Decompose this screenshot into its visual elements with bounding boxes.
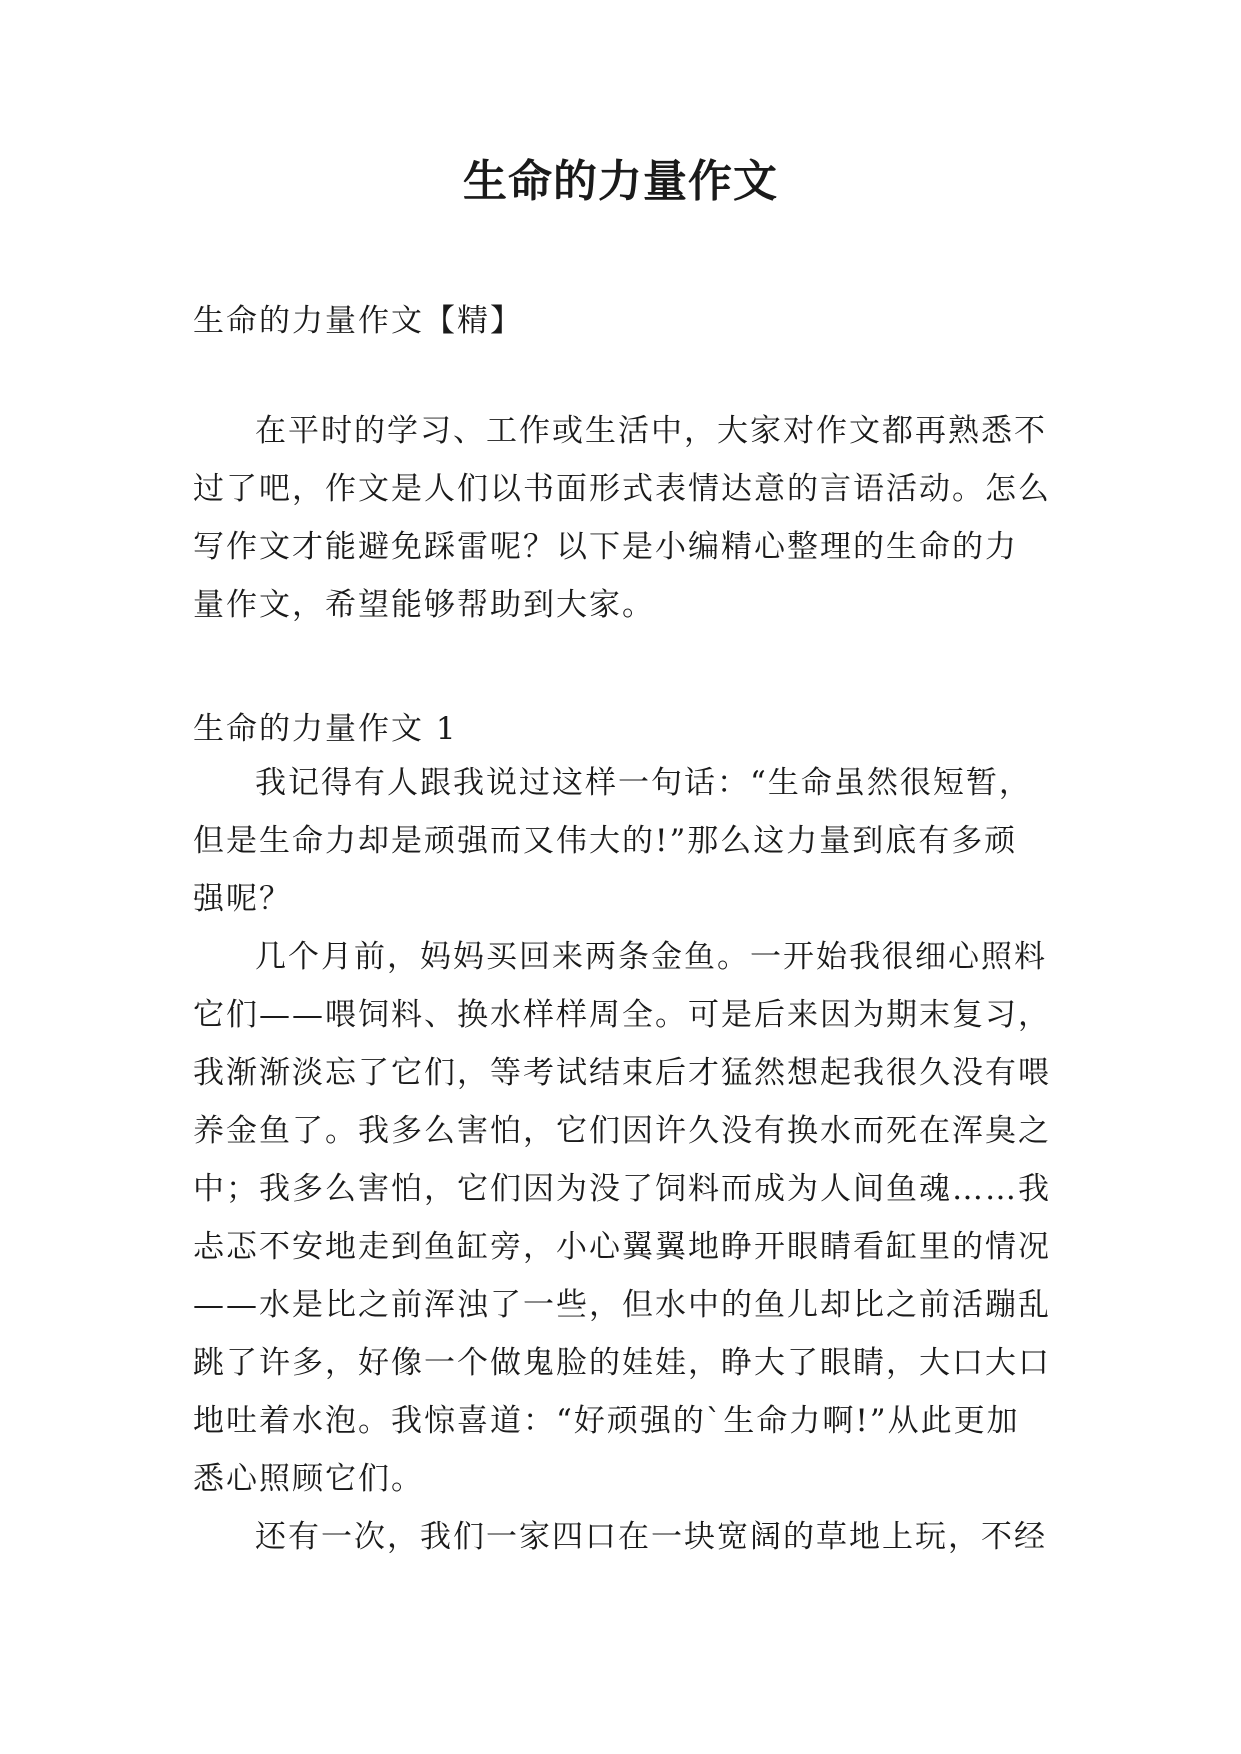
- essay-line: 几个月前，妈妈买回来两条金鱼。一开始我很细心照料: [255, 939, 1047, 975]
- essay-line: 它们——喂饲料、换水样样周全。可是后来因为期末复习，: [193, 997, 1051, 1033]
- essay-paragraph: [193, 928, 1055, 1508]
- essay-line: ——水是比之前浑浊了一些，但水中的鱼儿却比之前活蹦乱: [193, 1287, 1051, 1323]
- essay-line: 但是生命力却是顽强而又伟大的!”那么这力量到底有多顽: [193, 823, 1018, 859]
- essay-line: 还有一次，我们一家四口在一块宽阔的草地上玩，不经: [255, 1519, 1047, 1555]
- essay-line: 跳了许多，好像一个做鬼脸的娃娃，睁大了眼睛，大口大口: [193, 1345, 1051, 1381]
- essay-line: 养金鱼了。我多么害怕，它们因许久没有换水而死在浑臭之: [193, 1113, 1051, 1149]
- essay-line: 我记得有人跟我说过这样一句话：“生命虽然很短暂，: [255, 765, 1032, 801]
- document-title: 生命的力量作文: [463, 156, 778, 207]
- intro-paragraph: [193, 402, 1055, 634]
- intro-line: 在平时的学习、工作或生活中，大家对作文都再熟悉不: [255, 413, 1047, 449]
- intro-line: 过了吧，作文是人们以书面形式表情达意的言语活动。怎么: [193, 471, 1051, 507]
- essay-line: 中；我多么害怕，它们因为没了饲料而成为人间鱼魂……我: [193, 1171, 1051, 1207]
- document-subtitle: 生命的力量作文【精】: [193, 303, 523, 339]
- essay-line: 地吐着水泡。我惊喜道：“好顽强的`生命力啊!”从此更加: [193, 1403, 1020, 1439]
- essay-body: [193, 754, 1055, 1566]
- essay-line: 悉心照顾它们。: [193, 1461, 424, 1497]
- essay-line: 我渐渐淡忘了它们，等考试结束后才猛然想起我很久没有喂: [193, 1055, 1051, 1091]
- essay-line: 忐忑不安地走到鱼缸旁，小心翼翼地睁开眼睛看缸里的情况: [193, 1229, 1051, 1265]
- intro-line: 量作文，希望能够帮助到大家。: [193, 587, 655, 623]
- section-heading: 生命的力量作文 1: [193, 711, 458, 747]
- essay-paragraph: [193, 754, 1055, 928]
- essay-paragraph: [193, 1508, 1055, 1566]
- essay-line: 强呢？: [193, 881, 292, 917]
- intro-line: 写作文才能避免踩雷呢？以下是小编精心整理的生命的力: [193, 529, 1018, 565]
